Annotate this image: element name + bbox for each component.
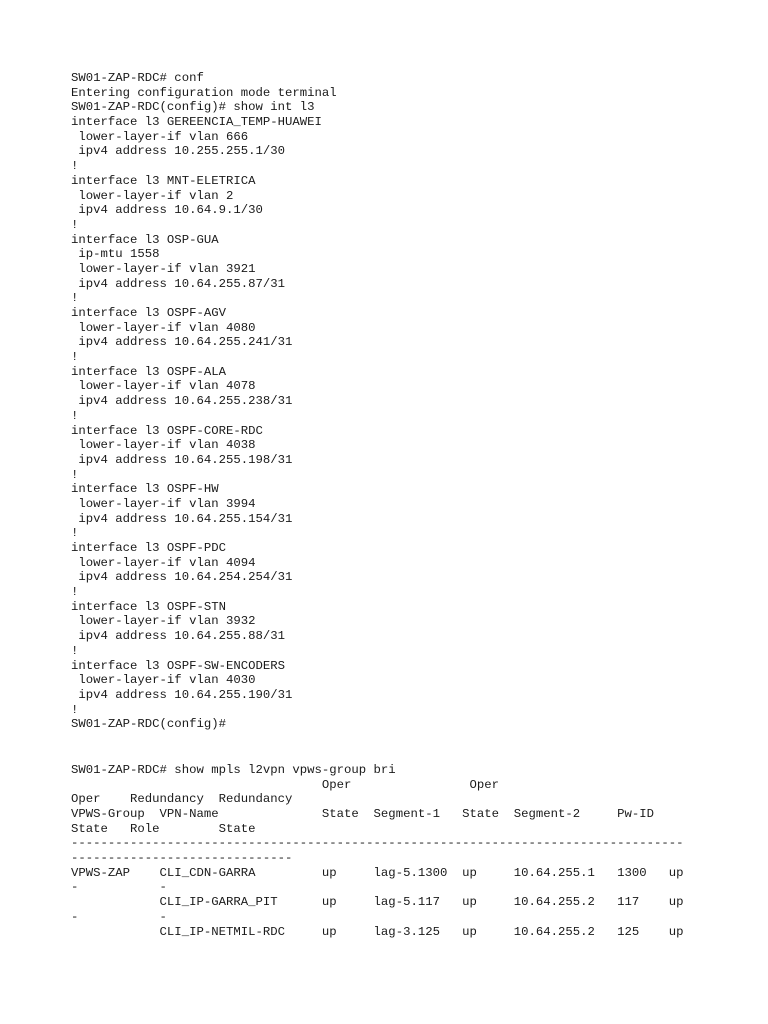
terminal-line: ipv4 address 10.64.255.88/31	[71, 629, 286, 644]
terminal-line: lower-layer-if vlan 666	[71, 129, 249, 144]
terminal-line: ipv4 address 10.64.9.1/30	[71, 203, 263, 218]
terminal-line: interface l3 OSPF-PDC	[71, 541, 226, 555]
terminal-line: State Role State	[71, 821, 256, 836]
terminal-line: CLI_IP-GARRA_PIT up lag-5.117 up 10.64.255.2 117 up	[71, 895, 684, 910]
show-int-l3-output	[71, 71, 761, 732]
terminal-line: interface l3 MNT-ELETRICA	[71, 173, 256, 188]
terminal-line: !	[71, 350, 79, 365]
terminal-line: interface l3 OSPF-HW	[71, 482, 219, 497]
terminal-line: !	[71, 526, 79, 541]
terminal-line: !	[71, 702, 79, 717]
terminal-line: - -	[71, 909, 167, 924]
terminal-line: !	[71, 217, 79, 232]
terminal-line: ipv4 address 10.64.254.254/31	[71, 570, 293, 585]
terminal-line: Entering configuration mode terminal	[71, 85, 337, 100]
terminal-line: SW01-ZAP-RDC(config)#	[71, 717, 226, 732]
terminal-line: interface l3 OSPF-SW-ENCODERS	[71, 658, 286, 673]
terminal-line: ipv4 address 10.64.255.238/31	[71, 394, 293, 409]
terminal-line: lower-layer-if vlan 4038	[71, 438, 256, 453]
terminal-line: ipv4 address 10.64.255.241/31	[71, 335, 293, 350]
terminal-line: Oper Oper	[71, 777, 500, 792]
terminal-line: lower-layer-if vlan 3932	[71, 614, 256, 629]
terminal-line: interface l3 GEREENCIA_TEMP-HUAWEI	[71, 115, 322, 130]
terminal-line: !	[71, 408, 79, 423]
terminal-line: interface l3 OSPF-STN	[71, 599, 226, 614]
terminal-line: SW01-ZAP-RDC# show mpls l2vpn vpws-group bri	[71, 762, 396, 777]
terminal-line: ipv4 address 10.64.255.87/31	[71, 276, 286, 291]
show-vpws-group-output	[71, 763, 761, 939]
terminal-line: interface l3 OSP-GUA	[71, 232, 219, 247]
terminal-line: lower-layer-if vlan 2	[71, 188, 234, 203]
terminal-line: Oper Redundancy Redundancy	[71, 792, 293, 807]
terminal-line: ip-mtu 1558	[71, 247, 160, 262]
terminal-line: !	[71, 643, 79, 658]
terminal-document	[71, 71, 761, 939]
terminal-line: lower-layer-if vlan 4078	[71, 379, 256, 394]
terminal-line: ipv4 address 10.64.255.154/31	[71, 511, 293, 526]
terminal-line: -----------------------------------------------------------------------------------	[71, 836, 684, 851]
terminal-line: !	[71, 159, 79, 174]
section-gap	[71, 732, 761, 763]
terminal-line: VPWS-ZAP CLI_CDN-GARRA up lag-5.1300 up 10.64.255.1 1300 up	[71, 865, 684, 880]
terminal-line: lower-layer-if vlan 4030	[71, 673, 256, 688]
terminal-line: interface l3 OSPF-ALA	[71, 364, 226, 379]
terminal-line: interface l3 OSPF-CORE-RDC	[71, 423, 263, 438]
terminal-line: VPWS-Group VPN-Name State Segment-1 State Segment-2 Pw-ID	[71, 807, 654, 821]
terminal-line: CLI_IP-NETMIL-RDC up lag-3.125 up 10.64.255.2 125 up	[71, 924, 684, 939]
terminal-line: !	[71, 291, 79, 306]
terminal-line: ipv4 address 10.64.255.190/31	[71, 687, 293, 702]
terminal-line: SW01-ZAP-RDC(config)# show int l3	[71, 100, 315, 115]
terminal-line: lower-layer-if vlan 3994	[71, 496, 256, 511]
terminal-line: lower-layer-if vlan 4094	[71, 555, 256, 570]
terminal-line: lower-layer-if vlan 3921	[71, 261, 256, 276]
terminal-line: - -	[71, 880, 167, 895]
terminal-line: ipv4 address 10.64.255.198/31	[71, 452, 293, 467]
terminal-line: !	[71, 585, 79, 600]
terminal-line: interface l3 OSPF-AGV	[71, 306, 226, 320]
terminal-line: ipv4 address 10.255.255.1/30	[71, 144, 286, 159]
terminal-line: lower-layer-if vlan 4080	[71, 320, 256, 335]
terminal-line: ------------------------------	[71, 851, 293, 866]
terminal-line: SW01-ZAP-RDC# conf	[71, 71, 204, 85]
terminal-line: !	[71, 467, 79, 482]
